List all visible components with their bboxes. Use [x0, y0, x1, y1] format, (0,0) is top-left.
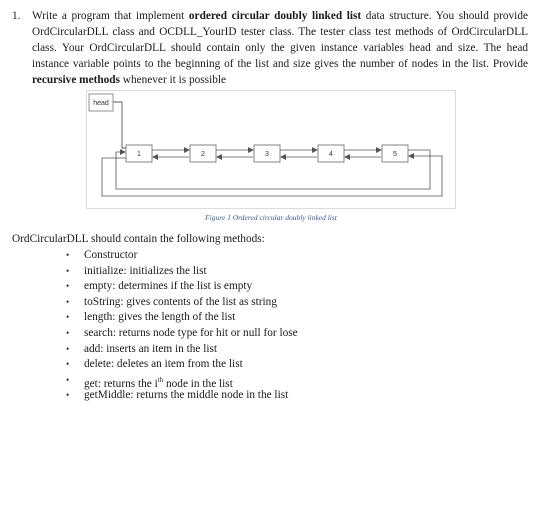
list-item [66, 342, 298, 358]
bullet: • [66, 296, 70, 307]
superscript: th [157, 375, 164, 384]
method-text: search: returns node type for hit or null for lose [84, 326, 298, 339]
node-2-value: 2 [201, 151, 205, 158]
bullet: • [66, 265, 70, 276]
method-text-after: node in the list [163, 377, 233, 390]
list-item [66, 248, 298, 264]
list-item [66, 295, 298, 311]
list-item [66, 279, 298, 295]
method-text: getMiddle: returns the middle node in the list [84, 389, 289, 402]
method-text: initialize: initializes the list [84, 264, 207, 277]
methods-list [66, 248, 298, 404]
question-bold-term-2: recursive methods [32, 74, 120, 86]
method-text: length: gives the length of the list [84, 311, 236, 324]
question-text-part-2: data structure. You should provide OrdCircularDLL class and OCDLL_YourID tester class. The tester class test methods of OrdCircularDLL class. Your OrdCircularDLL should contain only the given instance variables head and size. The head instance variable points to the beginning of the list and size gives the number of nodes in the list. Provide [32, 10, 528, 70]
bullet: • [66, 390, 70, 401]
question-block [12, 8, 528, 88]
node-4-value: 4 [329, 151, 333, 158]
list-item [66, 388, 298, 404]
question-bold-term-1: ordered circular doubly linked list [188, 10, 362, 22]
question-text-part-3: whenever it is possible [119, 74, 227, 86]
node-3-value: 3 [265, 151, 269, 158]
node-4 [318, 145, 344, 162]
method-text: add: inserts an item in the list [84, 342, 218, 355]
head-pointer-arrow [113, 102, 142, 148]
bullet: • [66, 343, 70, 354]
bullet: • [66, 374, 70, 385]
node-2 [190, 145, 216, 162]
bullet: • [66, 359, 70, 370]
question-text-part-1: Write a program that implement [32, 10, 189, 22]
node-1-value: 1 [137, 151, 141, 158]
question-text [32, 8, 528, 88]
node-1 [126, 145, 152, 162]
method-text: delete: deletes an item from the list [84, 358, 243, 371]
linked-list-diagram [86, 90, 456, 210]
linked-list-figure [86, 90, 456, 225]
bullet: • [66, 312, 70, 323]
list-item [66, 373, 298, 389]
method-text: toString: gives contents of the list as string [84, 295, 277, 308]
methods-intro: OrdCircularDLL should contain the following methods: [12, 233, 265, 245]
figure-caption: Figure 1 Ordered circular doubly linked list [205, 213, 337, 222]
node-5 [382, 145, 408, 162]
list-item [66, 264, 298, 280]
method-text: empty: determines if the list is empty [84, 280, 253, 293]
list-item [66, 310, 298, 326]
method-text: get: returns the i [84, 377, 158, 390]
bullet: • [66, 281, 70, 292]
list-item [66, 357, 298, 373]
bullet: • [66, 327, 70, 338]
question-number: 1. [12, 10, 21, 22]
head-label: head [93, 100, 109, 107]
node-5-value: 5 [393, 151, 397, 158]
bullet: • [66, 250, 70, 260]
list-item [66, 326, 298, 342]
node-3 [254, 145, 280, 162]
method-text: Constructor [84, 249, 138, 261]
